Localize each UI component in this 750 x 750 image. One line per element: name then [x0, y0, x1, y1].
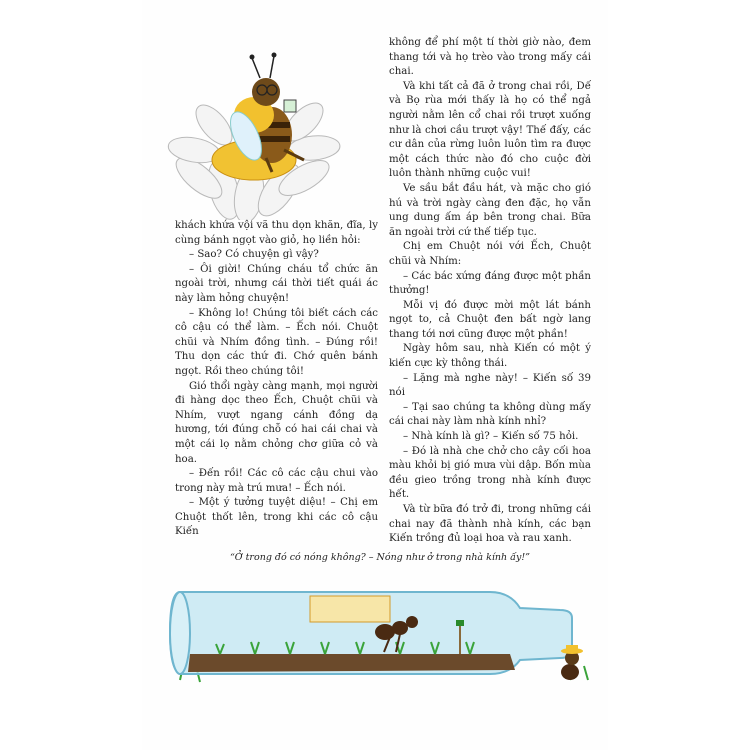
paragraph: Ngày hôm sau, nhà Kiến có một ý kiến cực kỳ thông thái. [389, 343, 591, 370]
left-text-column [175, 219, 378, 540]
paragraph: không để phí một tí thời giờ nào, đem thang tới và họ trèo vào trong mấy cái chai. [389, 37, 591, 78]
paragraph: Chị em Chuột nói với Ếch, Chuột chũi và Nhím: [389, 241, 591, 267]
paragraph: – Đến rồi! Các cô các cậu chui vào trong này mà trú mưa! – Ếch nói. [175, 468, 378, 494]
paragraph: – Ôi giời! Chúng cháu tổ chức ăn ngoài trời, nhưng cái thời tiết quái ác này làm hỏng chuyện! [175, 263, 378, 304]
ants-in-bottle-illustration [160, 562, 600, 692]
paragraph: – Tại sao chúng ta không dùng mấy cái chai này làm nhà kính nhỉ? [389, 401, 591, 428]
paragraph: Ve sầu bắt đầu hát, và mặc cho gió hú và trời ngày càng đen đặc, họ vẫn ung dung ấm áp bên trong chai. Bữa ăn ngoài trời cứ thế tiếp tục. [389, 182, 591, 238]
paragraph: – Đó là nhà che chở cho cây cối hoa màu khỏi bị gió mưa vùi dập. Bốn mùa đều gieo trồng trong nhà kính được hết. [389, 445, 591, 501]
paragraph: Và khi tất cả đã ở trong chai rồi, Dế và Bọ rùa mới thấy là họ có thể ngả người nằm lên cổ chai rồi trượt xuống như là chơi cầu trượt vậy! Thế đấy, các cư dân của rừng luôn luôn tìm ra được một cách thức nào đó cho cuộc đời luôn thành những cuộc vui! [389, 80, 591, 180]
paragraph: – Sao? Có chuyện gì vậy? [189, 249, 319, 261]
bee-on-daisy-illustration [154, 30, 354, 220]
paragraph: Mỗi vị đó được mời một lát bánh ngọt to, cả Chuột đen bất ngờ lang thang tới nơi cũng được một phần! [389, 299, 591, 340]
paragraph: – Không lo! Chúng tôi biết cách các cô cậu có thể làm. – Ếch nói. Chuột chũi và Nhím đồng tình. – Đúng rồi! Thu dọn các thứ đi. Chớ quên bánh ngọt. Rồi theo chúng tôi! [175, 307, 378, 377]
paragraph: – Nhà kính là gì? – Kiến số 75 hỏi. [403, 431, 579, 443]
paragraph: – Lặng mà nghe này! – Kiến số 39 nói [389, 372, 591, 399]
illustration-caption: “Ở trong đó có nóng không? – Nóng như ở trong nhà kính ấy!” [229, 552, 531, 563]
paragraph: – Một ý tưởng tuyệt diệu! – Chị em Chuột thốt lên, trong khi các cô cậu Kiến [175, 497, 378, 538]
paragraph: khách khứa vội vã thu dọn khăn, đĩa, ly cùng bánh ngọt vào giỏ, họ liền hỏi: [175, 220, 378, 246]
book-page [142, 0, 608, 750]
paragraph: Gió thổi ngày càng mạnh, mọi người đi hàng dọc theo Ếch, Chuột chũi và Nhím, vượt ngang cánh đồng dạ hương, tới đúng chỗ có hai cái chai và một cái lọ nằm chỏng chơ giữa cỏ và hoa. [175, 380, 378, 465]
paragraph: Và từ bữa đó trở đi, trong những cái chai nay đã thành nhà kính, các bạn Kiến trồng đủ loại hoa và rau xanh. [389, 504, 591, 545]
paragraph: – Các bác xứng đáng được một phần thưởng! [389, 270, 591, 297]
right-text-column [389, 36, 591, 547]
